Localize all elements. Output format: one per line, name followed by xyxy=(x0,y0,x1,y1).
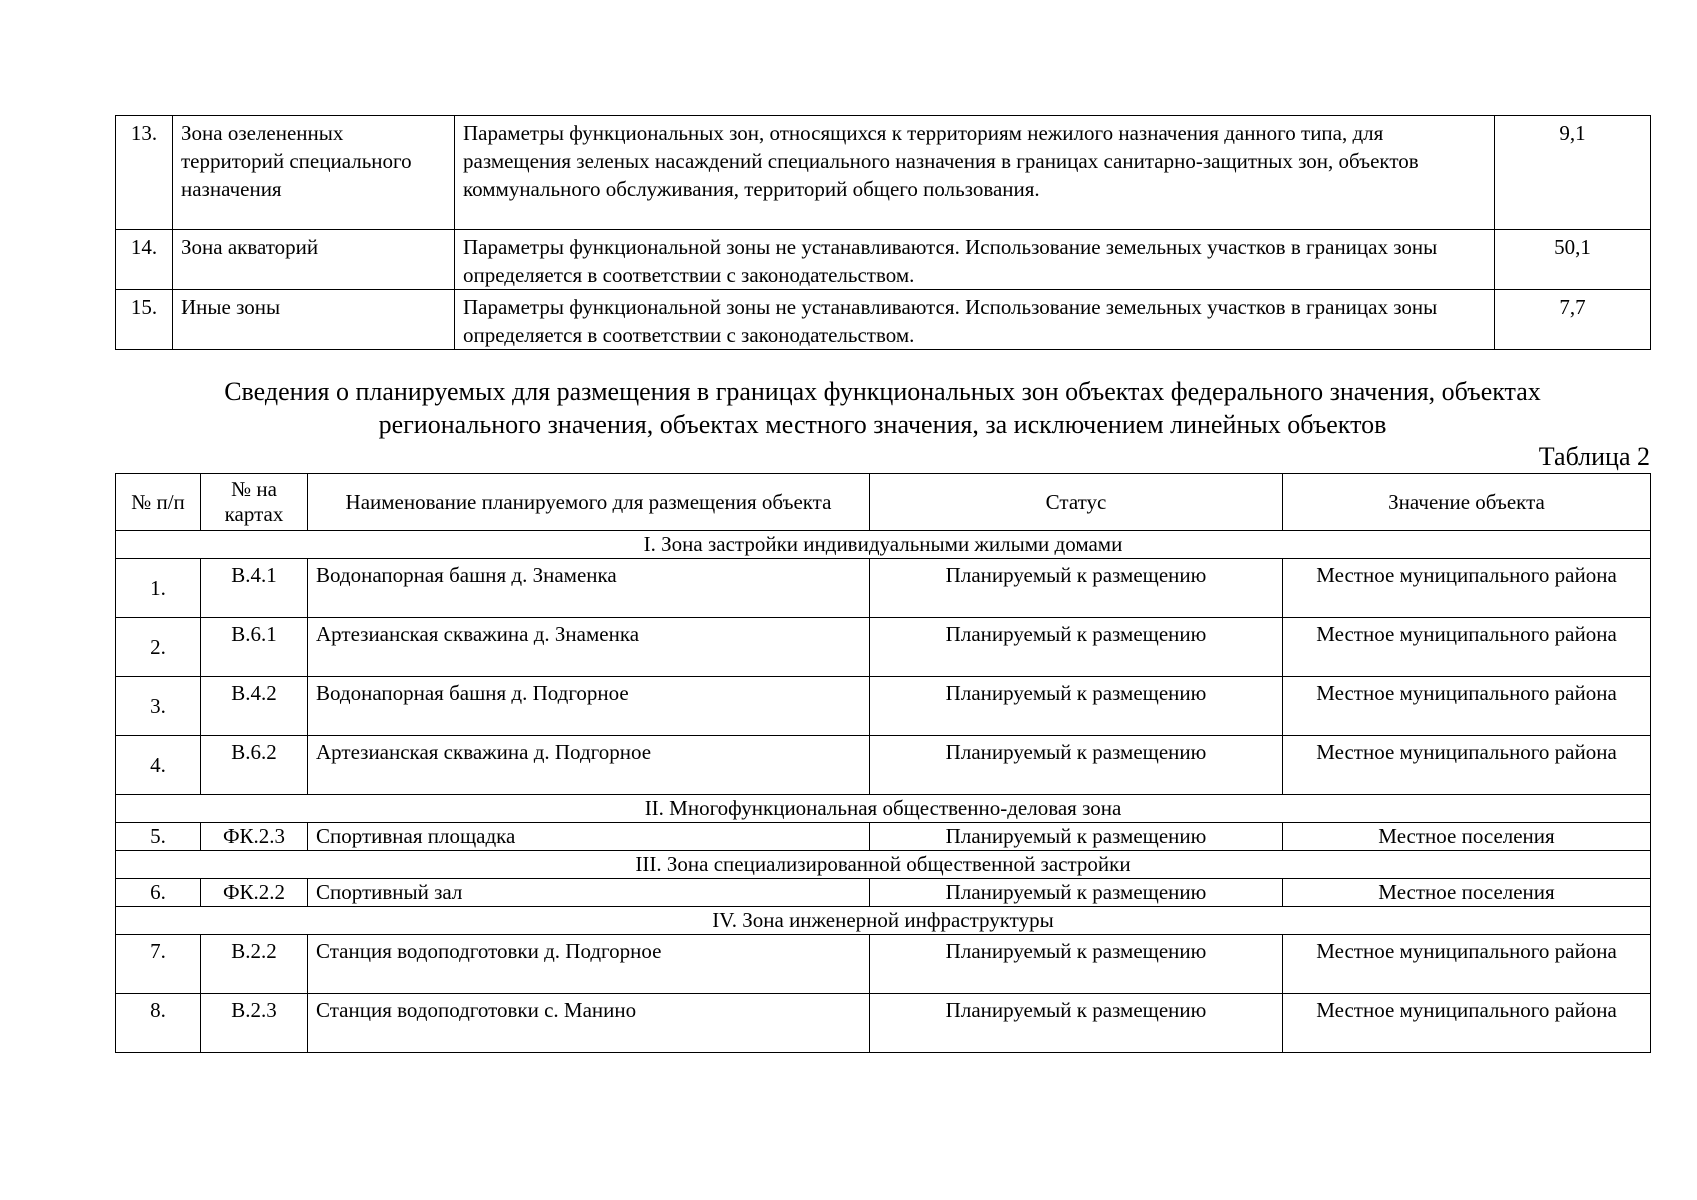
header-row xyxy=(116,474,1651,531)
object-name: Артезианская скважина д. Подгорное xyxy=(308,736,870,795)
row-number: 7. xyxy=(116,935,201,994)
zone-value: 50,1 xyxy=(1495,230,1651,290)
zone-name: Зона озелененных территорий специального назначения xyxy=(173,116,455,230)
object-status: Планируемый к размещению xyxy=(870,935,1283,994)
row-number: 6. xyxy=(116,879,201,907)
object-name: Водонапорная башня д. Подгорное xyxy=(308,677,870,736)
row-number: 3. xyxy=(116,677,201,736)
object-name: Спортивная площадка xyxy=(308,823,870,851)
table-row xyxy=(116,736,1651,795)
object-status: Планируемый к размещению xyxy=(870,736,1283,795)
object-status: Планируемый к размещению xyxy=(870,559,1283,618)
object-status: Планируемый к размещению xyxy=(870,677,1283,736)
heading-line-1: Сведения о планируемых для размещения в границах функциональных зон объектах федерального значения, объектах xyxy=(224,377,1541,406)
object-value: Местное муниципального района xyxy=(1283,935,1651,994)
table-label: Таблица 2 xyxy=(1538,442,1650,471)
table-row xyxy=(116,994,1651,1053)
object-value: Местное муниципального района xyxy=(1283,994,1651,1053)
object-name: Станция водоподготовки д. Подгорное xyxy=(308,935,870,994)
section-row xyxy=(116,795,1651,823)
table-row xyxy=(116,935,1651,994)
table-row xyxy=(116,290,1651,350)
table-row xyxy=(116,823,1651,851)
object-value: Местное муниципального района xyxy=(1283,559,1651,618)
table-row xyxy=(116,559,1651,618)
object-name: Водонапорная башня д. Знаменка xyxy=(308,559,870,618)
row-number: 1. xyxy=(116,559,201,618)
zones-parameters-table xyxy=(115,115,1651,350)
table-row xyxy=(116,116,1651,230)
zone-name: Зона акваторий xyxy=(173,230,455,290)
map-code: ФК.2.2 xyxy=(201,879,308,907)
object-status: Планируемый к размещению xyxy=(870,879,1283,907)
object-status: Планируемый к размещению xyxy=(870,823,1283,851)
section-title: II. Многофункциональная общественно-деловая зона xyxy=(116,795,1651,823)
section-title: I. Зона застройки индивидуальными жилыми домами xyxy=(116,531,1651,559)
table-row xyxy=(116,879,1651,907)
row-number: 14. xyxy=(116,230,173,290)
section-row xyxy=(116,851,1651,879)
object-value: Местное муниципального района xyxy=(1283,736,1651,795)
zone-description: Параметры функциональной зоны не устанавливаются. Использование земельных участков в границах зоны определяется в соответствии с законодательством. xyxy=(455,230,1495,290)
zone-description: Параметры функциональной зоны не устанавливаются. Использование земельных участков в границах зоны определяется в соответствии с законодательством. xyxy=(455,290,1495,350)
row-number: 8. xyxy=(116,994,201,1053)
row-number: 2. xyxy=(116,618,201,677)
column-header-value: Значение объекта xyxy=(1283,474,1651,531)
row-number: 13. xyxy=(116,116,173,230)
section-title: IV. Зона инженерной инфраструктуры xyxy=(116,907,1651,935)
row-number: 5. xyxy=(116,823,201,851)
map-code: В.4.1 xyxy=(201,559,308,618)
column-header-status: Статус xyxy=(870,474,1283,531)
map-code: В.6.2 xyxy=(201,736,308,795)
map-code: В.6.1 xyxy=(201,618,308,677)
row-number: 15. xyxy=(116,290,173,350)
table-row xyxy=(116,618,1651,677)
section-title: III. Зона специализированной общественной застройки xyxy=(116,851,1651,879)
map-code: В.2.3 xyxy=(201,994,308,1053)
table-row xyxy=(116,230,1651,290)
heading-line-2: регионального значения, объектах местного значения, за исключением линейных объектов xyxy=(378,410,1387,439)
object-name: Артезианская скважина д. Знаменка xyxy=(308,618,870,677)
map-code: В.2.2 xyxy=(201,935,308,994)
zone-value: 7,7 xyxy=(1495,290,1651,350)
object-value: Местное муниципального района xyxy=(1283,618,1651,677)
map-code: ФК.2.3 xyxy=(201,823,308,851)
object-status: Планируемый к размещению xyxy=(870,618,1283,677)
table-row xyxy=(116,677,1651,736)
column-header-map: № на картах xyxy=(201,474,308,531)
map-code: В.4.2 xyxy=(201,677,308,736)
object-value: Местное поселения xyxy=(1283,879,1651,907)
object-name: Спортивный зал xyxy=(308,879,870,907)
zone-name: Иные зоны xyxy=(173,290,455,350)
section-heading xyxy=(115,375,1650,441)
section-row xyxy=(116,531,1651,559)
column-header-num: № п/п xyxy=(116,474,201,531)
row-number: 4. xyxy=(116,736,201,795)
object-name: Станция водоподготовки с. Манино xyxy=(308,994,870,1053)
zone-description: Параметры функциональных зон, относящихся к территориям нежилого назначения данного типа, для размещения зеленых насаждений специального назначения в границах санитарно-защитных зон, объектов коммунального обслуживания, территорий общего пользования. xyxy=(455,116,1495,230)
section-row xyxy=(116,907,1651,935)
column-header-name: Наименование планируемого для размещения объекта xyxy=(308,474,870,531)
zone-value: 9,1 xyxy=(1495,116,1651,230)
object-value: Местное муниципального района xyxy=(1283,677,1651,736)
object-status: Планируемый к размещению xyxy=(870,994,1283,1053)
object-value: Местное поселения xyxy=(1283,823,1651,851)
planned-objects-table xyxy=(115,473,1651,1053)
